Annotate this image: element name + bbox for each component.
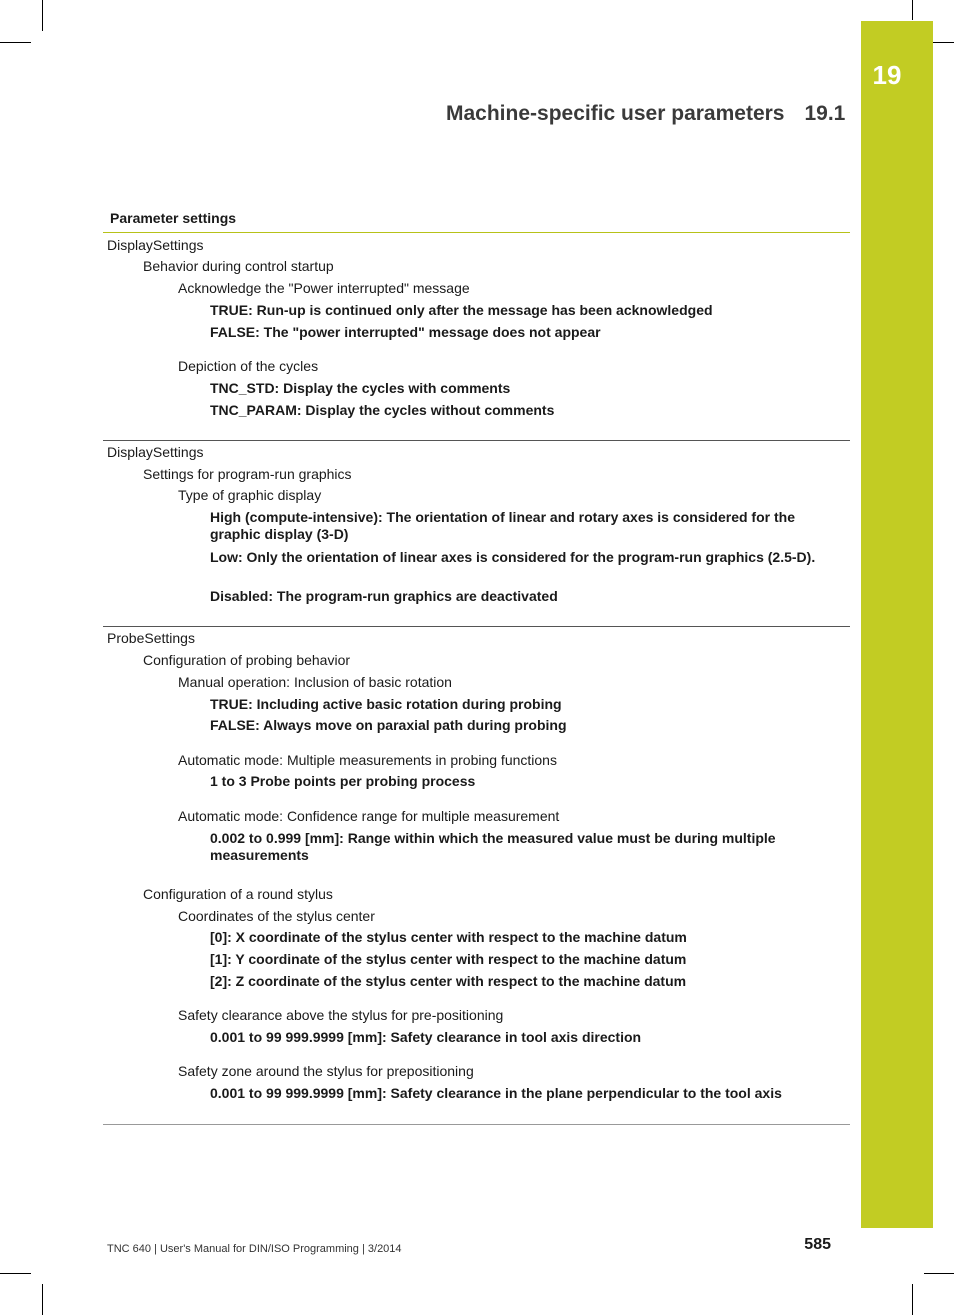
running-header [446,102,845,126]
item-name: Configuration of probing behavior [143,652,351,668]
crop-mark [42,0,43,31]
item-name: Behavior during control startup [143,258,334,274]
param-name: Safety clearance above the stylus for pre-positioning [178,1007,504,1023]
item-name: Configuration of a round stylus [143,886,333,902]
param-value: 0.002 to 0.999 [mm]: Range within which the measured value must be during multiple measurements [210,830,776,863]
param-value: 0.001 to 99 999.9999 [mm]: Safety clearance in tool axis direction [210,1029,642,1045]
param-value: [1]: Y coordinate of the stylus center with respect to the machine datum [210,951,687,967]
param-value: 1 to 3 Probe points per probing process [210,773,476,789]
param-name: Coordinates of the stylus center [178,908,375,924]
group-name: DisplaySettings [107,444,204,460]
param-value: FALSE: The "power interrupted" message does not appear [210,324,601,340]
crop-mark [0,1273,31,1274]
param-value: 0.001 to 99 999.9999 [mm]: Safety clearance in the plane perpendicular to the tool axis [210,1085,782,1101]
crop-mark [924,1273,954,1274]
group-name: ProbeSettings [107,630,195,646]
param-name: Safety zone around the stylus for prepositioning [178,1063,474,1079]
page-number: 585 [804,1236,831,1253]
param-value: [2]: Z coordinate of the stylus center with respect to the machine datum [210,973,687,989]
item-name: Settings for program-run graphics [143,466,352,482]
header-section: 19.1 [804,102,846,125]
crop-mark [42,1284,43,1315]
param-name: Acknowledge the "Power interrupted" message [178,280,470,296]
table-title: Parameter settings [110,210,237,226]
param-name: Automatic mode: Confidence range for multiple measurement [178,808,560,824]
param-value: Disabled: The program-run graphics are deactivated [210,588,558,604]
group-name: DisplaySettings [107,237,204,253]
param-value: FALSE: Always move on paraxial path during probing [210,717,567,733]
param-name: Type of graphic display [178,487,322,503]
chapter-number: 19 [872,60,902,90]
param-name: Depiction of the cycles [178,358,319,374]
param-value: High (compute-intensive): The orientation of linear and rotary axes is considered for the graphic display (3-D) [210,509,795,542]
param-value: TRUE: Including active basic rotation during probing [210,696,562,712]
crop-mark [0,42,31,43]
param-name: Manual operation: Inclusion of basic rotation [178,674,452,690]
row-divider [103,626,850,627]
row-divider [103,440,850,441]
footer-text: TNC 640 | User's Manual for DIN/ISO Programming | 3/2014 [107,1243,402,1255]
crop-mark [912,1284,913,1315]
table-bottom-rule [103,1124,850,1125]
param-value: TNC_STD: Display the cycles with comments [210,380,511,396]
param-value: [0]: X coordinate of the stylus center with respect to the machine datum [210,929,687,945]
param-value: TNC_PARAM: Display the cycles without comments [210,402,555,418]
header-title: Machine-specific user parameters [446,102,785,125]
table-header-rule [103,232,850,233]
param-name: Automatic mode: Multiple measurements in probing functions [178,752,557,768]
crop-mark [912,0,913,20]
param-value: Low: Only the orientation of linear axes is considered for the program-run graphics (2.5-D). [210,549,816,565]
param-value: TRUE: Run-up is continued only after the message has been acknowledged [210,302,713,318]
chapter-tab [861,21,933,1228]
